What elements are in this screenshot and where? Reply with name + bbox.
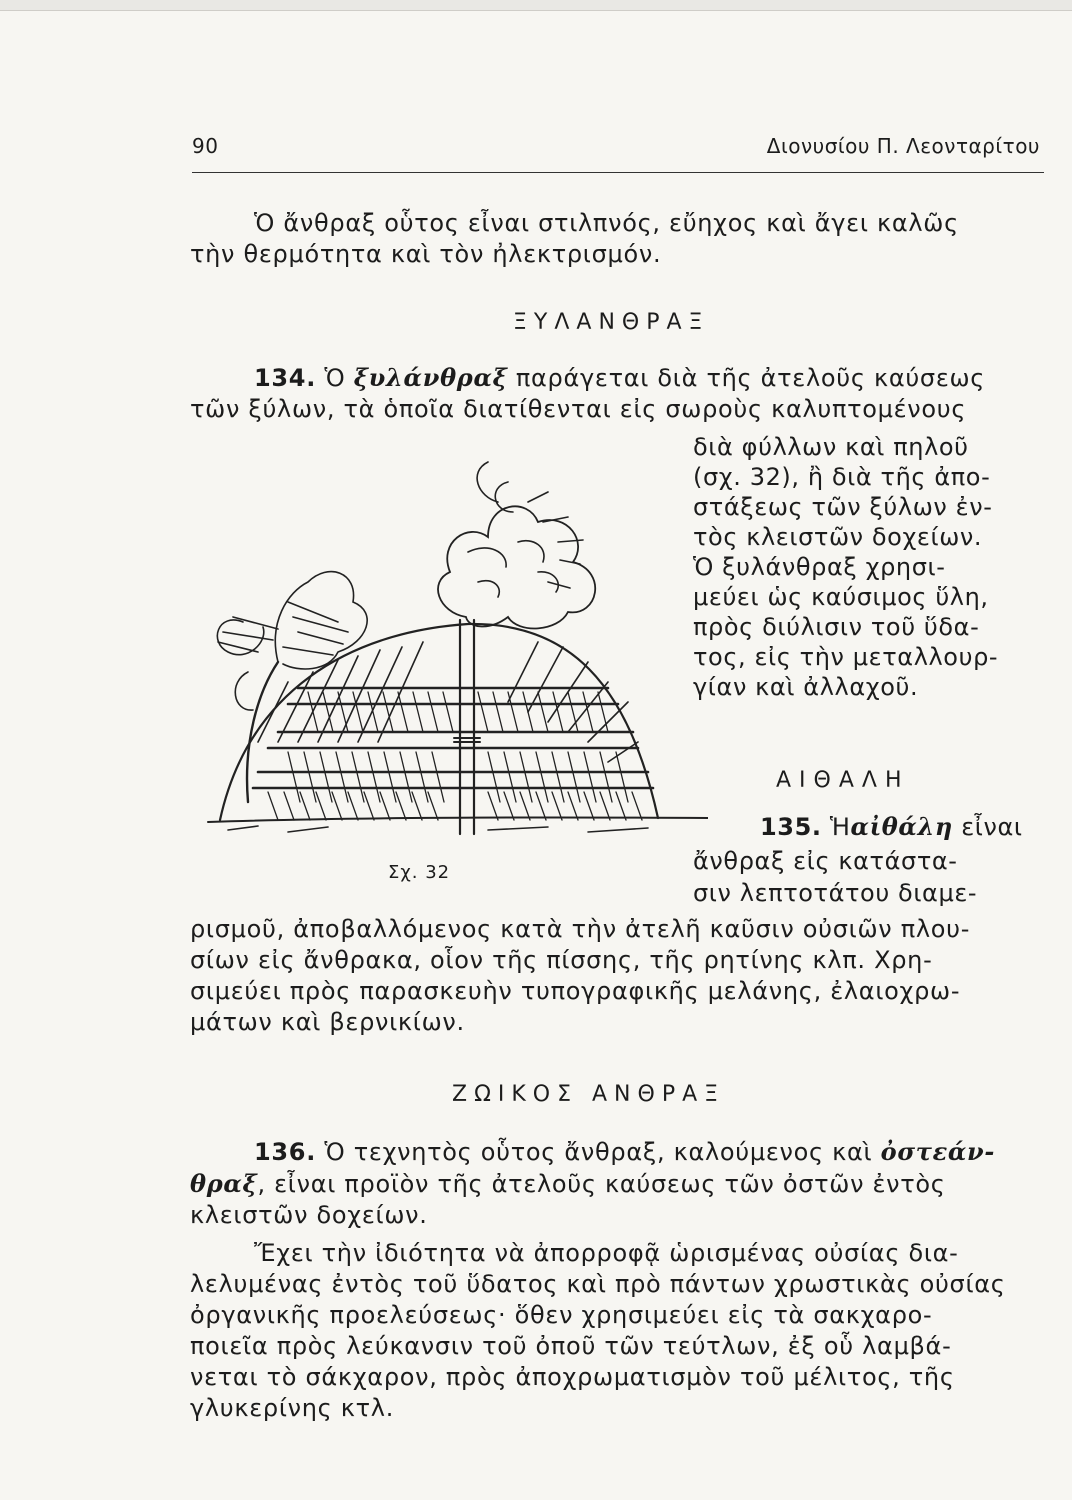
figure-caption: Σχ. 32 — [388, 862, 451, 883]
running-head-author: Διονυσίου Π. Λεονταρίτου — [766, 134, 1040, 158]
text-line: κλειστῶν δοχείων. — [190, 1201, 428, 1229]
text-line: σίων εἰς ἄνθρακα, οἷον τῆς πίσσης, τῆς ρητίνης κλπ. Χρη- — [190, 946, 933, 974]
text-line: πρὸς διύλισιν τοῦ ὕδα- — [693, 613, 980, 641]
paragraph-number: 134. — [254, 364, 317, 392]
text-line — [190, 1168, 1044, 1200]
text-span: εἶναι — [961, 813, 1023, 841]
paragraph-135-first-line — [760, 812, 1072, 842]
paragraph-134-column — [693, 432, 1045, 702]
text-line: (σχ. 32), ἢ διὰ τῆς ἀπο- — [693, 463, 991, 491]
text-line: νεται τὸ σάκχαρον, πρὸς ἀποχρωματισμὸν τοῦ μέλιτος, τῆς — [190, 1363, 955, 1391]
text-line: ποιεῖα πρὸς λεύκανσιν τοῦ ὀποῦ τῶν τεύτλων, ἐξ οὗ λαμβά- — [190, 1332, 952, 1360]
text-line: μεύει ὡς καύσιμος ὕλη, — [693, 583, 989, 611]
text-line: τὸς κλειστῶν δοχείων. — [693, 523, 983, 551]
text-span: Ὁ — [324, 364, 346, 392]
section-heading-xylanthrax: ΞΥΛΑΝΘΡΑΞ — [513, 310, 710, 335]
page-top-edge — [0, 0, 1072, 11]
text-line: ρισμοῦ, ἀποβαλλόμενος κατὰ τὴν ἀτελῆ καῦσιν οὐσιῶν πλου- — [190, 915, 971, 943]
text-span: παράγεται διὰ τῆς ἀτελοῦς καύσεως — [515, 364, 986, 392]
page-number: 90 — [192, 134, 219, 158]
term-emphasis: αἰθάλη — [850, 812, 953, 841]
text-line: στάξεως τῶν ξύλων ἐν- — [693, 493, 993, 521]
term-emphasis: θραξ — [190, 1169, 258, 1198]
running-head — [192, 134, 1040, 168]
term-emphasis: ὀστεάν- — [880, 1137, 996, 1166]
text-line: ὀργανικῆς προελεύσεως· ὅθεν χρησιμεύει εἰς τὰ σακχαρο- — [190, 1301, 933, 1329]
text-line: ἄνθραξ εἰς κατάστα- — [693, 847, 958, 875]
text-line: γίαν καὶ ἀλλαχοῦ. — [693, 673, 919, 701]
paragraph-135-body — [190, 914, 1044, 1038]
paragraph-135-column — [693, 846, 1045, 908]
header-rule — [192, 172, 1044, 173]
term-emphasis: ξυλάνθραξ — [353, 363, 508, 392]
text-line: μάτων καὶ βερνικίων. — [190, 1008, 465, 1036]
text-span: , εἶναι προϊὸν τῆς ἀτελοῦς καύσεως τῶν ὀστῶν ἐντὸς — [257, 1170, 946, 1198]
text-line: διὰ φύλλων καὶ πηλοῦ — [693, 433, 969, 461]
text-span: Ὁ τεχνητὸς οὗτος ἄνθραξ, καλούμενος καὶ — [324, 1138, 873, 1166]
text-line: Ἔχει τὴν ἰδιότητα νὰ ἀπορροφᾷ ὡρισμένας οὐσίας δια- — [254, 1239, 959, 1267]
text-line: λελυμένας ἐντὸς τοῦ ὕδατος καὶ πρὸ πάντων χρωστικὰς οὐσίας — [190, 1270, 1006, 1298]
section-heading-zoikos: ΖΩΙΚΟΣ ΑΝΘΡΑΞ — [452, 1082, 726, 1107]
text-line: τος, εἰς τὴν μεταλλουρ- — [693, 643, 999, 671]
text-line: τὴν θερμότητα καὶ τὸν ἠλεκτρισμόν. — [190, 240, 662, 268]
text-line — [190, 362, 1044, 394]
paragraph-last — [190, 1238, 1044, 1424]
text-line: γλυκερίνης κτλ. — [190, 1394, 395, 1422]
section-heading-aithali: ΑΙΘΑΛΗ — [776, 768, 910, 793]
text-line: Ὁ ἄνθραξ οὗτος εἶναι στιλπνός, εὔηχος καὶ ἄγει καλῶς — [254, 209, 959, 237]
text-line: τῶν ξύλων, τὰ ὁποῖα διατίθενται εἰς σωροὺς καλυπτομένους — [190, 395, 967, 423]
paragraph-number: 135. — [760, 813, 822, 841]
paragraph-136 — [190, 1136, 1044, 1231]
paragraph-134 — [190, 362, 1044, 425]
charcoal-kiln-figure — [188, 442, 708, 842]
text-line: Ὁ ξυλάνθραξ χρησι- — [693, 553, 946, 581]
text-line — [190, 1136, 1044, 1168]
text-line: σιν λεπτοτάτου διαμε- — [693, 879, 978, 907]
text-span: Ἡ — [829, 813, 851, 841]
paragraph-intro — [190, 208, 1044, 270]
paragraph-number: 136. — [254, 1138, 317, 1166]
text-line: σιμεύει πρὸς παρασκευὴν τυπογραφικῆς μελάνης, ἐλαιοχρω- — [190, 977, 961, 1005]
